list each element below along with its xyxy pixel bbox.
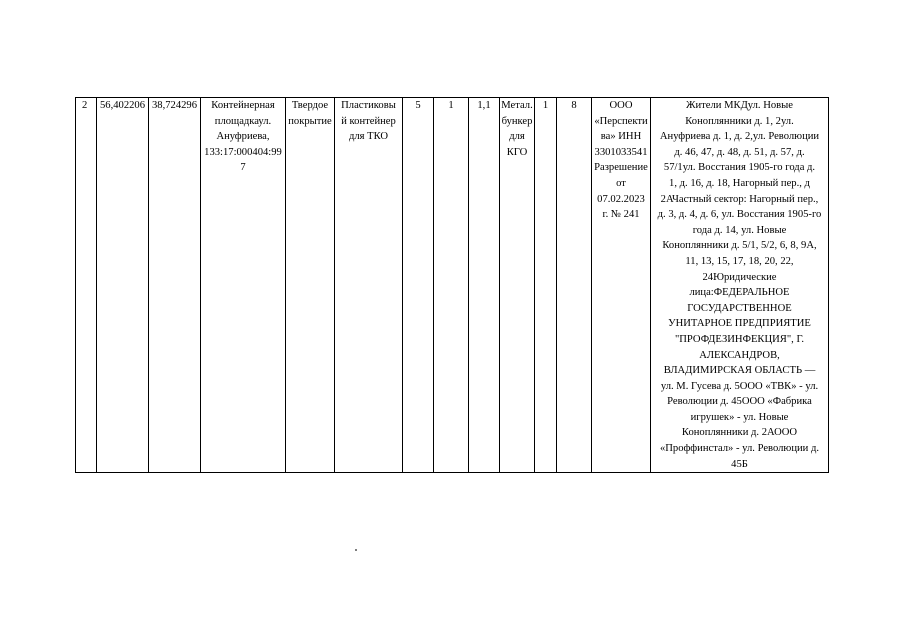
location-cell: Контейнерная площадкаул. Ануфриева, 133:17:000404:99 7	[201, 98, 286, 473]
waste-sources-cell: Жители МКДул. Новые Коноплянники д. 1, 2ул. Ануфриева д. 1, д. 2,ул. Революции д. 46, 47, д. 48, д. 51, д. 57, д. 57/1ул. Восстания 1905-го года д. 1, д. 16, д. 18, Нагорный пер., д 2АЧастный сектор: Нагорный пер., д. 3, д. 4, д. 6, ул. Восстания 1905-го года д. 14, ул. Новые Коноплянники д. 5/1, 5/2, 6, 8, 9А, 11, 13, 15, 17, 18, 20, 22, 24Юридические лица:ФЕДЕРАЛЬНОЕ ГОСУДАРСТВЕННОЕ УНИТАРНОЕ ПРЕДПРИЯТИЕ "ПРОФДЕЗИНФЕКЦИЯ", Г. АЛЕКСАНДРОВ, ВЛАДИМИРСКАЯ ОБЛАСТЬ — ул. М. Гусева д. 5ООО «ТВК» - ул. Революции д. 45ООО «Фабрика игрушек» - ул. Новые Коноплянники д. 2АООО «Проффинстал» - ул. Революции д. 45Б	[651, 98, 829, 473]
surface-cell: Твердое покрытие	[286, 98, 335, 473]
latitude-cell: 56,402206	[97, 98, 149, 473]
bunker-cell: Метал. бункер для КГО	[500, 98, 535, 473]
owner-cell: ООО «Перспекти ва» ИНН 3301033541 Разрешение от 07.02.2023 г. № 241	[592, 98, 651, 473]
container-volume-cell: 1,1	[469, 98, 500, 473]
container-type-cell: Пластиковы й контейнер для ТКО	[335, 98, 403, 473]
waste-site-table	[75, 97, 829, 473]
container-count2-cell: 1	[434, 98, 469, 473]
longitude-cell: 38,724296	[149, 98, 201, 473]
stray-mark	[355, 549, 357, 551]
bunker-count-cell: 1	[535, 98, 557, 473]
row-number: 2	[76, 98, 97, 473]
container-count-cell: 5	[403, 98, 434, 473]
table-row	[76, 98, 829, 473]
bunker-volume-cell: 8	[557, 98, 592, 473]
